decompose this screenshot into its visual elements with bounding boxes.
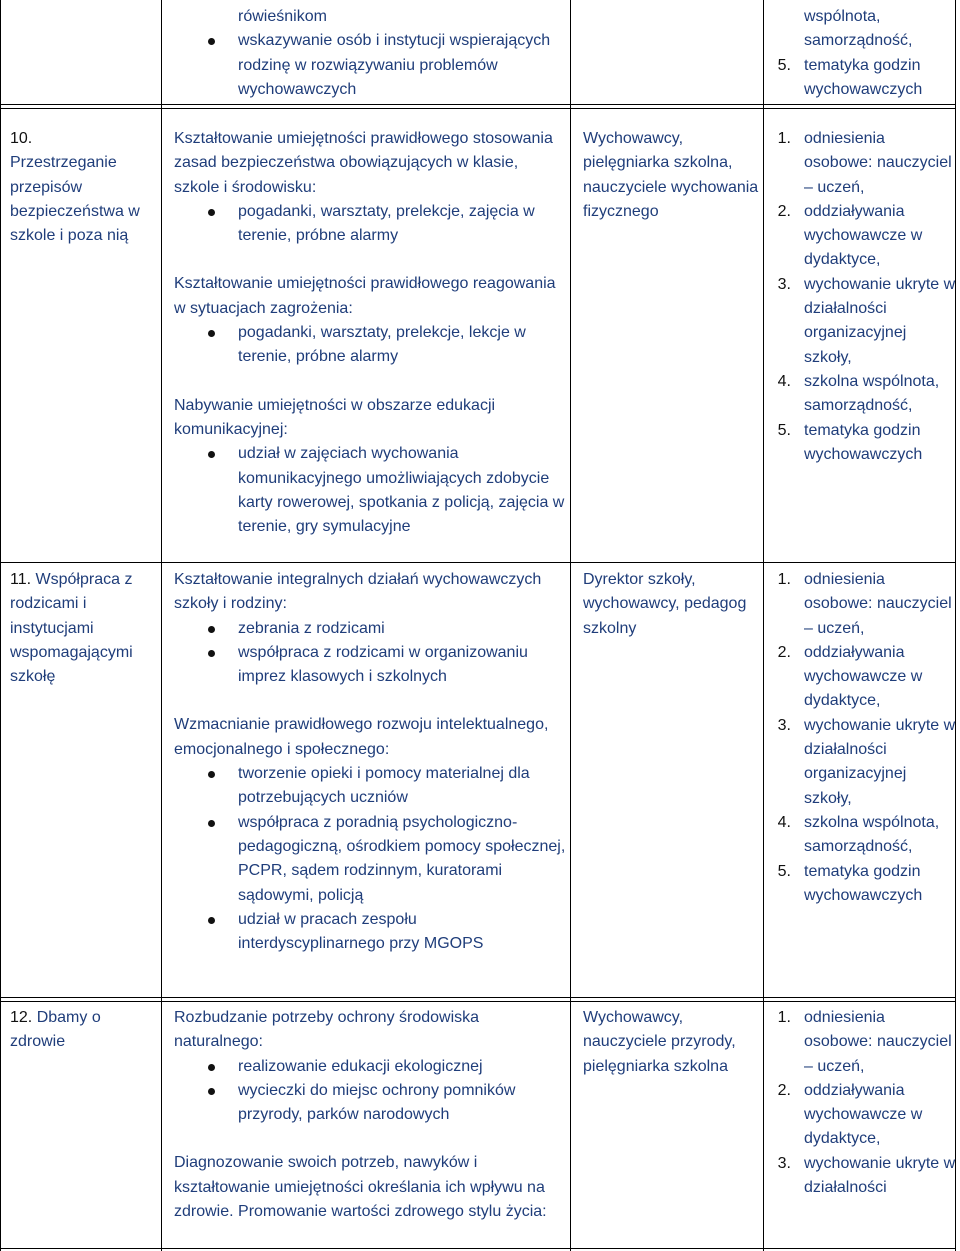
list-item: wychowawczych bbox=[804, 80, 923, 98]
methods-list bbox=[767, 568, 957, 908]
list-item: pogadanki, warsztaty, prelekcje, zajęcia w terenie, próbne alarmy bbox=[174, 200, 566, 249]
list-item: tworzenie opieki i pomocy materialnej dla potrzebujących uczniów bbox=[174, 762, 566, 811]
list-item: współpraca z poradnią psychologiczno-pedagogiczną, ośrodkiem pomocy społecznej, PCPR, sądem rodzinnym, kuratorami sądowymi, policją bbox=[174, 811, 566, 908]
bullet-list bbox=[174, 442, 566, 539]
list-item: 5. tematyka godzin bbox=[777, 56, 921, 74]
list-item: 1. odniesienia osobowe: nauczyciel – uczeń, bbox=[777, 571, 952, 637]
row-number: 12. bbox=[10, 1009, 33, 1026]
top-bullet-list bbox=[174, 29, 566, 102]
methods-list bbox=[767, 127, 957, 467]
list-item: wspólnota, bbox=[804, 8, 881, 25]
row-divider-top-2 bbox=[0, 108, 956, 109]
list-item: 3. wychowanie ukryte w działalności organizacyjnej szkoły, bbox=[777, 716, 956, 807]
table-border-bottom bbox=[0, 1248, 956, 1249]
row-divider-11-12b bbox=[0, 1001, 956, 1002]
bullet-list bbox=[174, 617, 566, 690]
list-item: udział w pracach zespołu interdyscyplinarnego przy MGOPS bbox=[174, 908, 566, 957]
row-11-topic bbox=[10, 568, 160, 689]
list-item: zebrania z rodzicami bbox=[174, 617, 566, 641]
list-item: 2. oddziaływania wychowawcze w dydaktyce, bbox=[777, 1081, 923, 1148]
row-12-goals bbox=[174, 1006, 566, 1224]
responsible-text: Dyrektor szkoły, wychowawcy, pedagog szkolny bbox=[583, 571, 747, 637]
bullet-list bbox=[174, 762, 566, 956]
top-goals-tail: rówieśnikom bbox=[238, 8, 327, 25]
list-item: 1. odniesienia osobowe: nauczyciel – uczeń, bbox=[777, 130, 952, 196]
row-title: Przestrzeganie przepisów bezpieczeństwa w szkole i poza nią bbox=[10, 154, 140, 245]
list-item: udział w zajęciach wychowania komunikacyjnego umożliwiających zdobycie karty rowerowej, spotkania z policją, zajęcia w terenie, gry symulacyjne bbox=[174, 442, 566, 539]
list-item: realizowanie edukacji ekologicznej bbox=[174, 1055, 566, 1079]
column-divider-1 bbox=[161, 0, 162, 1251]
row-10-goals bbox=[174, 127, 566, 539]
bullet-list bbox=[174, 321, 566, 370]
column-divider-2 bbox=[570, 0, 571, 1251]
row-10-methods bbox=[767, 127, 957, 467]
block-heading: Kształtowanie umiejętności prawidłowego stosowania zasad bezpieczeństwa obowiązujących w klasie, szkole i środowisku: bbox=[174, 130, 553, 196]
top-methods-list bbox=[767, 5, 957, 102]
row-number: 11. bbox=[10, 571, 32, 588]
row-11-goals bbox=[174, 568, 566, 956]
list-item: wskazywanie osób i instytucji wspierających rodzinę w rozwiązywaniu problemów wychowawczych bbox=[174, 29, 566, 102]
responsible-text: Wychowawcy, pielęgniarka szkolna, nauczyciele wychowania fizycznego bbox=[583, 130, 759, 220]
list-item: współpraca z rodzicami w organizowaniu imprez klasowych i szkolnych bbox=[174, 641, 566, 690]
row-12-responsible bbox=[583, 1006, 765, 1079]
list-item: wycieczki do miejsc ochrony pomników przyrody, parków narodowych bbox=[174, 1079, 566, 1128]
row-10-topic bbox=[10, 127, 160, 248]
row-title: Dbamy o zdrowie bbox=[10, 1009, 101, 1051]
block-heading: Nabywanie umiejętności w obszarze edukacji komunikacyjnej: bbox=[174, 396, 496, 438]
list-item: 2. oddziaływania wychowawcze w dydaktyce, bbox=[777, 643, 923, 710]
list-item: 4. szkolna wspólnota, samorządność, bbox=[777, 813, 940, 856]
list-item: 5. tematyka godzin wychowawczych bbox=[777, 862, 923, 904]
block-heading: Kształtowanie integralnych działań wychowawczych szkoły i rodziny: bbox=[174, 571, 542, 613]
top-goals-cell bbox=[174, 5, 566, 102]
block-heading: Rozbudzanie potrzeby ochrony środowiska naturalnego: bbox=[174, 1009, 480, 1051]
block-heading: Kształtowanie umiejętności prawidłowego reagowania w sytuacjach zagrożenia: bbox=[174, 275, 556, 317]
row-10-responsible bbox=[583, 127, 765, 224]
row-divider-10-11 bbox=[0, 562, 956, 563]
list-item: 5. tematyka godzin wychowawczych bbox=[777, 421, 923, 463]
row-11-responsible bbox=[583, 568, 765, 641]
list-item: samorządność, bbox=[804, 32, 913, 50]
list-item: 2. oddziaływania wychowawcze w dydaktyce, bbox=[777, 202, 923, 269]
row-number: 10. bbox=[10, 130, 33, 147]
table-border-left bbox=[0, 0, 1, 1251]
list-item: 3. wychowanie ukryte w działalności bbox=[777, 1154, 956, 1197]
list-item: 4. szkolna wspólnota, samorządność, bbox=[777, 372, 940, 415]
methods-list bbox=[767, 1006, 957, 1200]
row-divider-11-12 bbox=[0, 997, 956, 998]
block-heading: Wzmacnianie prawidłowego rozwoju intelektualnego, emocjonalnego i społecznego: bbox=[174, 716, 549, 758]
responsible-text: Wychowawcy, nauczyciele przyrody, pielęgniarka szkolna bbox=[583, 1009, 736, 1075]
row-12-methods bbox=[767, 1006, 957, 1200]
bullet-list bbox=[174, 200, 566, 249]
list-item: 1. odniesienia osobowe: nauczyciel – uczeń, bbox=[777, 1009, 952, 1075]
row-divider-top bbox=[0, 104, 956, 105]
row-12-topic bbox=[10, 1006, 160, 1055]
bullet-list bbox=[174, 1055, 566, 1128]
row-title: Współpraca z rodzicami i instytucjami wspomagającymi szkołę bbox=[10, 571, 133, 686]
block-heading: Diagnozowanie swoich potrzeb, nawyków i kształtowanie umiejętności określania ich wpływu na zdrowie. Promowanie wartości zdrowego stylu życia: bbox=[174, 1154, 547, 1221]
list-item: pogadanki, warsztaty, prelekcje, lekcje w terenie, próbne alarmy bbox=[174, 321, 566, 370]
row-11-methods bbox=[767, 568, 957, 908]
list-item: 3. wychowanie ukryte w działalności organizacyjnej szkoły, bbox=[777, 275, 956, 366]
top-methods-cell bbox=[767, 5, 957, 102]
